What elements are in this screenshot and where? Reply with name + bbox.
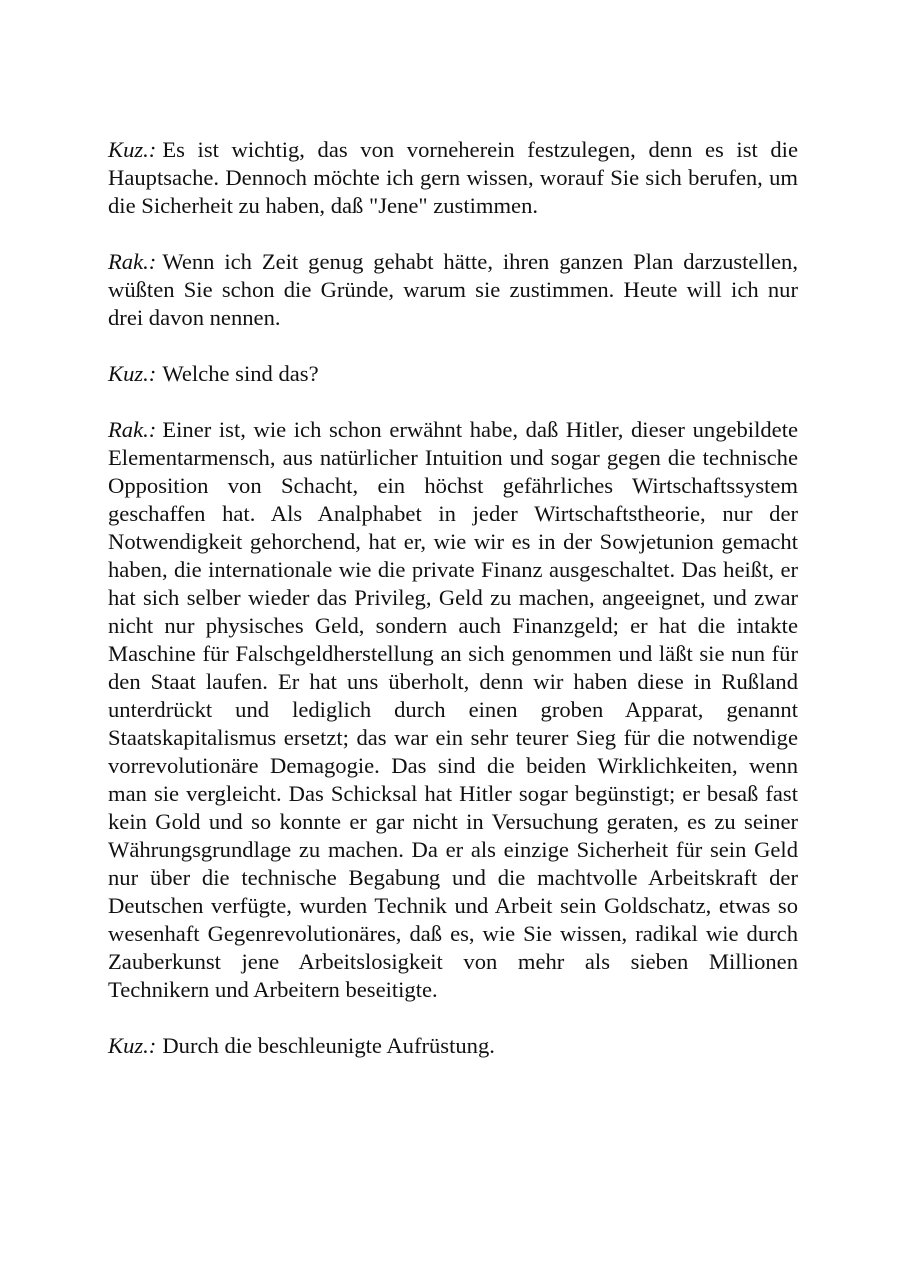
dialogue-paragraph [108, 416, 798, 1004]
paragraph-text: Durch die beschleunigte Aufrüstung. [162, 1033, 495, 1058]
dialogue-paragraph [108, 136, 798, 220]
dialogue-paragraph [108, 1032, 798, 1060]
paragraph-text: Es ist wichtig, das von vorneherein festzulegen, denn es ist die Hauptsache. Dennoch möchte ich gern wissen, worauf Sie sich berufen, um die Sicherheit zu haben, daß "Jene" zustimmen. [108, 137, 798, 218]
speaker-label: Kuz.: [108, 361, 157, 386]
dialogue-paragraph [108, 360, 798, 388]
paragraph-text: Wenn ich Zeit genug gehabt hätte, ihren ganzen Plan darzustellen, wüßten Sie schon die Gründe, warum sie zustimmen. Heute will ich nur drei davon nennen. [108, 249, 798, 330]
paragraph-text: Welche sind das? [162, 361, 319, 386]
speaker-label: Rak.: [108, 417, 157, 442]
speaker-label: Kuz.: [108, 137, 157, 162]
dialogue-paragraph [108, 248, 798, 332]
speaker-label: Kuz.: [108, 1033, 157, 1058]
document-page [108, 136, 798, 1088]
paragraph-text: Einer ist, wie ich schon erwähnt habe, daß Hitler, dieser ungebildete Elementarmensch, aus natürlicher Intuition und sogar gegen die technische Opposition von Schacht, ein höchst gefährliches Wirtschaftssystem geschaffen hat. Als Analphabet in jeder Wirtschaftstheorie, nur der Notwendigkeit gehorchend, hat er, wie wir es in der Sowjetunion gemacht haben, die internationale wie die private Finanz ausgeschaltet. Das heißt, er hat sich selber wieder das Privileg, Geld zu machen, angeeignet, und zwar nicht nur physisches Geld, sondern auch Finanzgeld; er hat die intakte Maschine für Falschgeldherstellung an sich genommen und läßt sie nun für den Staat laufen. Er hat uns überholt, denn wir haben diese in Rußland unterdrückt und lediglich durch einen groben Apparat, genannt Staatskapitalismus ersetzt; das war ein sehr teurer Sieg für die notwendige vorrevolutionäre Demagogie. Das sind die beiden Wirklichkeiten, wenn man sie vergleicht. Das Schicksal hat Hitler sogar begünstigt; er besaß fast kein Gold und so konnte er gar nicht in Versuchung geraten, es zu seiner Währungsgrundlage zu machen. Da er als einzige Sicherheit für sein Geld nur über die technische Begabung und die machtvolle Arbeitskraft der Deutschen verfügte, wurden Technik und Arbeit sein Goldschatz, etwas so wesenhaft Gegenrevolutionäres, daß es, wie Sie wissen, radikal wie durch Zauberkunst jene Arbeitslosigkeit von mehr als sieben Millionen Technikern und Arbeitern beseitigte. [108, 417, 798, 1002]
speaker-label: Rak.: [108, 249, 157, 274]
